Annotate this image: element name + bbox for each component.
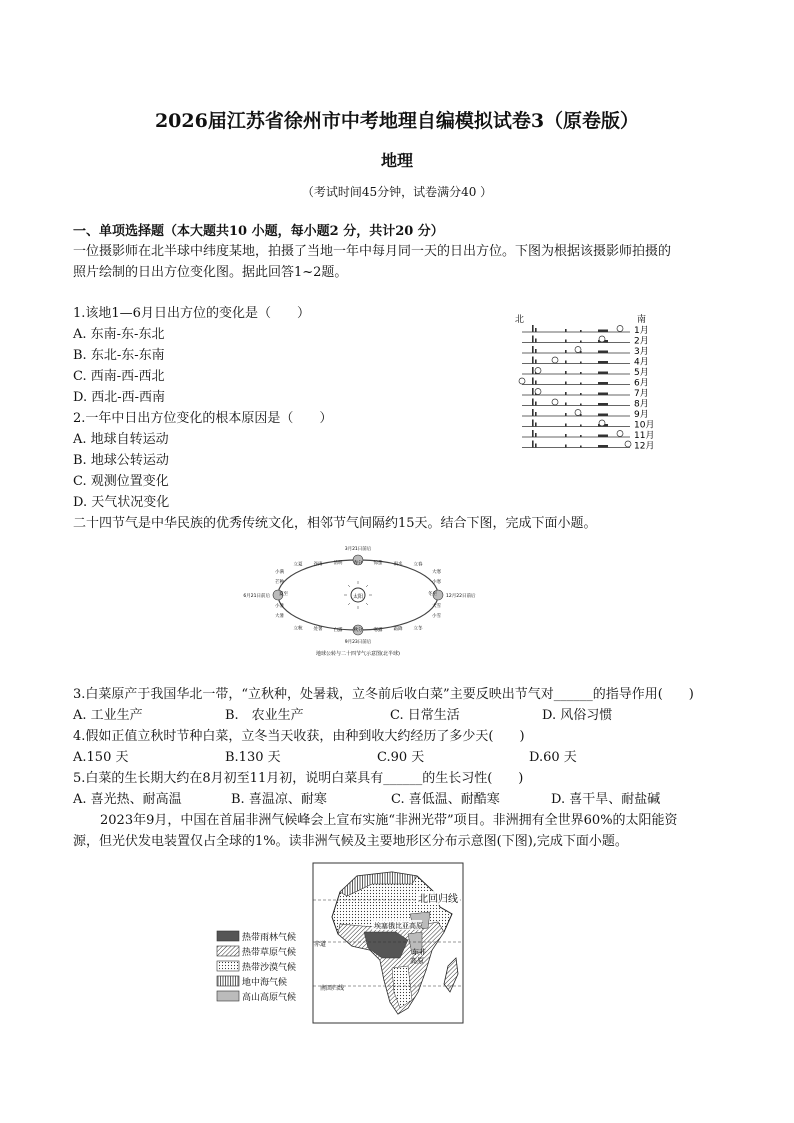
- landmark-mark: [565, 445, 567, 448]
- landmark-building: [598, 403, 608, 406]
- summer-date: 6月21日前后: [243, 594, 270, 599]
- climate-legend: [215, 928, 320, 1008]
- sunrise-sun-icon: [617, 326, 623, 332]
- q3-option-c[interactable]: C. 日常生活: [390, 708, 460, 723]
- north-label: 北: [515, 315, 525, 325]
- month-label: 2月: [634, 336, 649, 347]
- solar-term-label: 春分: [353, 561, 363, 566]
- month-label: 4月: [634, 357, 649, 368]
- legend-swatch-mediterranean: [217, 976, 239, 986]
- q3-option-a[interactable]: A. 工业生产: [73, 708, 143, 723]
- q3-stem: 3.白菜原产于我国华北一带，“立秋种，处暑栽，立冬前后收白菜”主要反映出节气对______的指导作用( ): [73, 687, 694, 702]
- legend-swatch-desert: [217, 961, 239, 971]
- legend-swatch-highland: [217, 991, 239, 1001]
- solar-term-label: 夏至: [279, 592, 288, 597]
- landmark-mark: [535, 349, 537, 353]
- landmark-mark: [580, 446, 582, 448]
- solar-term-label: 芒种: [275, 580, 284, 585]
- landmark-mark: [532, 367, 534, 374]
- legend-label-highland: 高山高原气候: [242, 993, 297, 1003]
- landmark-mark: [565, 403, 567, 406]
- landmark-mark: [580, 341, 582, 343]
- month-label: 9月: [634, 410, 649, 420]
- landmark-mark: [565, 350, 567, 353]
- landmark-mark: [565, 392, 567, 395]
- legend-swatch-savanna: [217, 946, 239, 956]
- q4-options: [73, 748, 733, 768]
- landmark-mark: [535, 444, 537, 448]
- month-label: 10月: [634, 420, 655, 431]
- q5-option-d[interactable]: D. 喜干旱、耐盐碱: [551, 792, 661, 807]
- solar-terms-caption: 地球公转与二十四节气示意图(北半球): [316, 651, 400, 657]
- solar-term-label: 立秋: [293, 626, 303, 632]
- month-label: 3月: [634, 347, 649, 357]
- sunrise-sun-icon: [519, 378, 525, 384]
- solar-term-label: 秋分: [353, 628, 363, 633]
- landmark-mark: [535, 433, 537, 437]
- landmark-building: [598, 445, 608, 448]
- q1-stem: 1.该地1—6月日出方位的变化是（ ）: [73, 306, 310, 321]
- landmark-mark: [535, 381, 537, 385]
- landmark-building: [598, 372, 608, 375]
- month-label: 7月: [634, 389, 649, 399]
- landmark-mark: [535, 412, 537, 416]
- q2-option-c[interactable]: C. 观测位置变化: [73, 474, 169, 489]
- solar-term-label: 小满: [275, 570, 284, 575]
- sunrise-sun-icon: [599, 336, 605, 342]
- south-label: 南: [637, 315, 647, 325]
- landmark-mark: [565, 329, 567, 332]
- q4-option-b[interactable]: B.130 天: [225, 750, 281, 765]
- landmark-mark: [580, 383, 582, 385]
- solar-term-label: 寒露: [373, 627, 383, 633]
- landmark-mark: [532, 409, 534, 416]
- q1-option-a[interactable]: A. 东南-东-东北: [73, 327, 165, 342]
- month-label: 1月: [634, 326, 649, 336]
- landmark-mark: [532, 388, 534, 395]
- intro-line-2: 照片绘制的日出方位变化图。据此回答1~2题。: [73, 265, 348, 280]
- sunrise-sun-icon: [552, 399, 558, 405]
- legend-swatch-rainforest: [217, 931, 239, 941]
- month-label: 8月: [634, 399, 649, 410]
- sunrise-sun-icon: [617, 431, 623, 437]
- sun-label: 太阳: [352, 594, 364, 600]
- sunrise-sun-icon: [535, 368, 541, 374]
- landmark-mark: [532, 399, 534, 406]
- landmark-mark: [580, 404, 582, 406]
- landmark-building: [598, 393, 608, 396]
- month-label: 11月: [634, 431, 655, 441]
- solar-term-label: 大雪: [432, 604, 441, 609]
- month-label: 6月: [634, 378, 649, 389]
- solar-term-label: 立春: [413, 562, 423, 568]
- solar-term-label: 小雪: [432, 614, 441, 619]
- solar-term-label: 处暑: [313, 627, 323, 633]
- q1-option-d[interactable]: D. 西北-西-西南: [73, 390, 166, 405]
- landmark-building: [598, 435, 608, 438]
- q1-option-c[interactable]: C. 西南-西-西北: [73, 369, 165, 384]
- solar-term-label: 大暑: [275, 614, 284, 619]
- solar-term-label: 霜降: [393, 627, 403, 633]
- month-rows: [519, 325, 654, 452]
- landmark-mark: [565, 361, 567, 364]
- landmark-mark: [565, 424, 567, 427]
- landmark-mark: [532, 378, 534, 385]
- q2-option-b[interactable]: B. 地球公转运动: [73, 453, 169, 468]
- sunrise-sun-icon: [552, 357, 558, 363]
- landmark-mark: [580, 362, 582, 364]
- exam-note: （考试时间45分钟，试卷满分40 ）: [301, 185, 493, 199]
- q3-option-d[interactable]: D. 风俗习惯: [542, 708, 613, 723]
- solar-term-label: 立夏: [293, 562, 303, 568]
- solar-terms-figure: [243, 543, 476, 665]
- section-heading: 一、单项选择题（本大题共10 小题，每小题2 分，共计20 分）: [73, 224, 444, 239]
- sunrise-direction-figure: [510, 310, 660, 458]
- landmark-mark: [565, 434, 567, 437]
- east-africa-label: 东非: [412, 948, 426, 956]
- solar-term-label: 立冬: [413, 626, 423, 632]
- solar-terms-intro: 二十四节气是中华民族的优秀传统文化，相邻节气间隔约15天。结合下图，完成下面小题。: [73, 516, 597, 531]
- q4-option-d[interactable]: D.60 天: [529, 750, 577, 765]
- spring-date: 3月21日前后: [344, 547, 372, 552]
- highland-label: 埃塞俄比亚高原: [374, 922, 423, 930]
- month-label: 12月: [634, 441, 655, 452]
- q3-options: [73, 706, 733, 726]
- landmark-mark: [535, 360, 537, 364]
- solar-term-label: 雨水: [393, 561, 403, 567]
- solar-term-label: 小暑: [275, 604, 284, 609]
- q4-option-c[interactable]: C.90 天: [377, 750, 425, 765]
- sunrise-sun-icon: [599, 420, 605, 426]
- q5-option-b[interactable]: B. 喜温凉、耐寒: [231, 792, 327, 807]
- landmark-mark: [565, 382, 567, 385]
- legend-label-savanna: 热带草原气候: [242, 948, 297, 958]
- africa-climate-map: [312, 862, 464, 1024]
- landmark-mark: [565, 371, 567, 374]
- landmark-building: [598, 330, 608, 333]
- africa-intro-line-2: 源，但光伏发电装置仅占全球的1%。读非洲气候及主要地形区分布示意图(下图),完成下面小题。: [73, 834, 628, 849]
- solar-term-label: 小寒: [432, 580, 441, 585]
- landmark-mark: [532, 441, 534, 448]
- landmark-mark: [535, 423, 537, 427]
- q5-stem: 5.白菜的生长期大约在8月初至11月初，说明白菜具有______的生长习性( ): [73, 771, 524, 786]
- landmark-mark: [535, 339, 537, 343]
- equator-label: 赤道: [314, 941, 327, 948]
- intro-line-1: 一位摄影师在北半球中纬度某地，拍摄了当地一年中每月同一天的日出方位。下图为根据该摄影师拍摄的: [73, 244, 672, 259]
- plateau-label: 高原: [410, 957, 424, 965]
- q2-stem: 2.一年中日出方位变化的根本原因是（ ）: [73, 411, 333, 426]
- legend-label-mediterranean: 地中海气候: [242, 978, 288, 988]
- landmark-mark: [580, 425, 582, 427]
- q1-option-b[interactable]: B. 东北-东-东南: [73, 348, 165, 363]
- month-label: 5月: [634, 368, 649, 378]
- q3-option-b[interactable]: B. 农业生产: [225, 708, 304, 723]
- landmark-building: [598, 361, 608, 364]
- sunrise-sun-icon: [535, 389, 541, 395]
- landmark-building: [598, 351, 608, 354]
- landmark-building: [598, 414, 608, 417]
- landmark-building: [598, 382, 608, 385]
- q2-option-d[interactable]: D. 天气状况变化: [73, 495, 170, 510]
- sunrise-sun-icon: [575, 410, 581, 416]
- autumn-date: 9月23日前后: [344, 640, 372, 645]
- landmark-mark: [532, 357, 534, 364]
- landmark-mark: [580, 330, 582, 332]
- landmark-mark: [565, 413, 567, 416]
- solar-term-label: 白露: [333, 627, 343, 633]
- solar-term-label: 谷雨: [313, 561, 323, 567]
- sunrise-sun-icon: [575, 347, 581, 353]
- q4-option-a[interactable]: A.150 天: [73, 750, 129, 765]
- sunrise-sun-icon: [625, 441, 631, 447]
- q4-stem: 4.假如正值立秋时节种白菜，立冬当天收获，由种到收大约经历了多少天( ): [73, 729, 525, 744]
- solar-term-label: 冬至: [428, 592, 437, 597]
- tropic-south-label: 南回归线: [320, 985, 345, 992]
- landmark-mark: [565, 340, 567, 343]
- landmark-mark: [532, 420, 534, 427]
- page-title: 2026届江苏省徐州市中考地理自编模拟试卷3（原卷版）: [154, 110, 640, 132]
- landmark-mark: [532, 336, 534, 343]
- africa-intro-line-1: 2023年9月，中国在首届非洲气候峰会上宣布实施“非洲光带”项目。非洲拥有全世界60%的太阳能资: [100, 813, 678, 828]
- solar-term-label: 惊蛰: [373, 561, 383, 567]
- landmark-mark: [535, 402, 537, 406]
- solar-term-label: 清明: [333, 561, 343, 567]
- legend-label-desert: 热带沙漠气候: [242, 963, 297, 973]
- winter-date: 12月22日前后: [446, 594, 476, 599]
- solar-term-label: 大寒: [432, 570, 441, 575]
- landmark-mark: [532, 430, 534, 437]
- landmark-mark: [580, 435, 582, 437]
- subject-heading: 地理: [380, 151, 413, 170]
- landmark-mark: [535, 328, 537, 332]
- landmark-mark: [532, 346, 534, 353]
- landmark-mark: [532, 325, 534, 332]
- q5-options: [73, 790, 733, 810]
- landmark-mark: [580, 393, 582, 395]
- q5-option-c[interactable]: C. 喜低温、耐酷寒: [391, 792, 500, 807]
- tropic-north-label: 北回归线: [418, 894, 458, 905]
- q5-option-a[interactable]: A. 喜光热、耐高温: [73, 792, 182, 807]
- q2-option-a[interactable]: A. 地球自转运动: [73, 432, 169, 447]
- landmark-mark: [580, 372, 582, 374]
- legend-label-rainforest: 热带雨林气候: [242, 933, 297, 943]
